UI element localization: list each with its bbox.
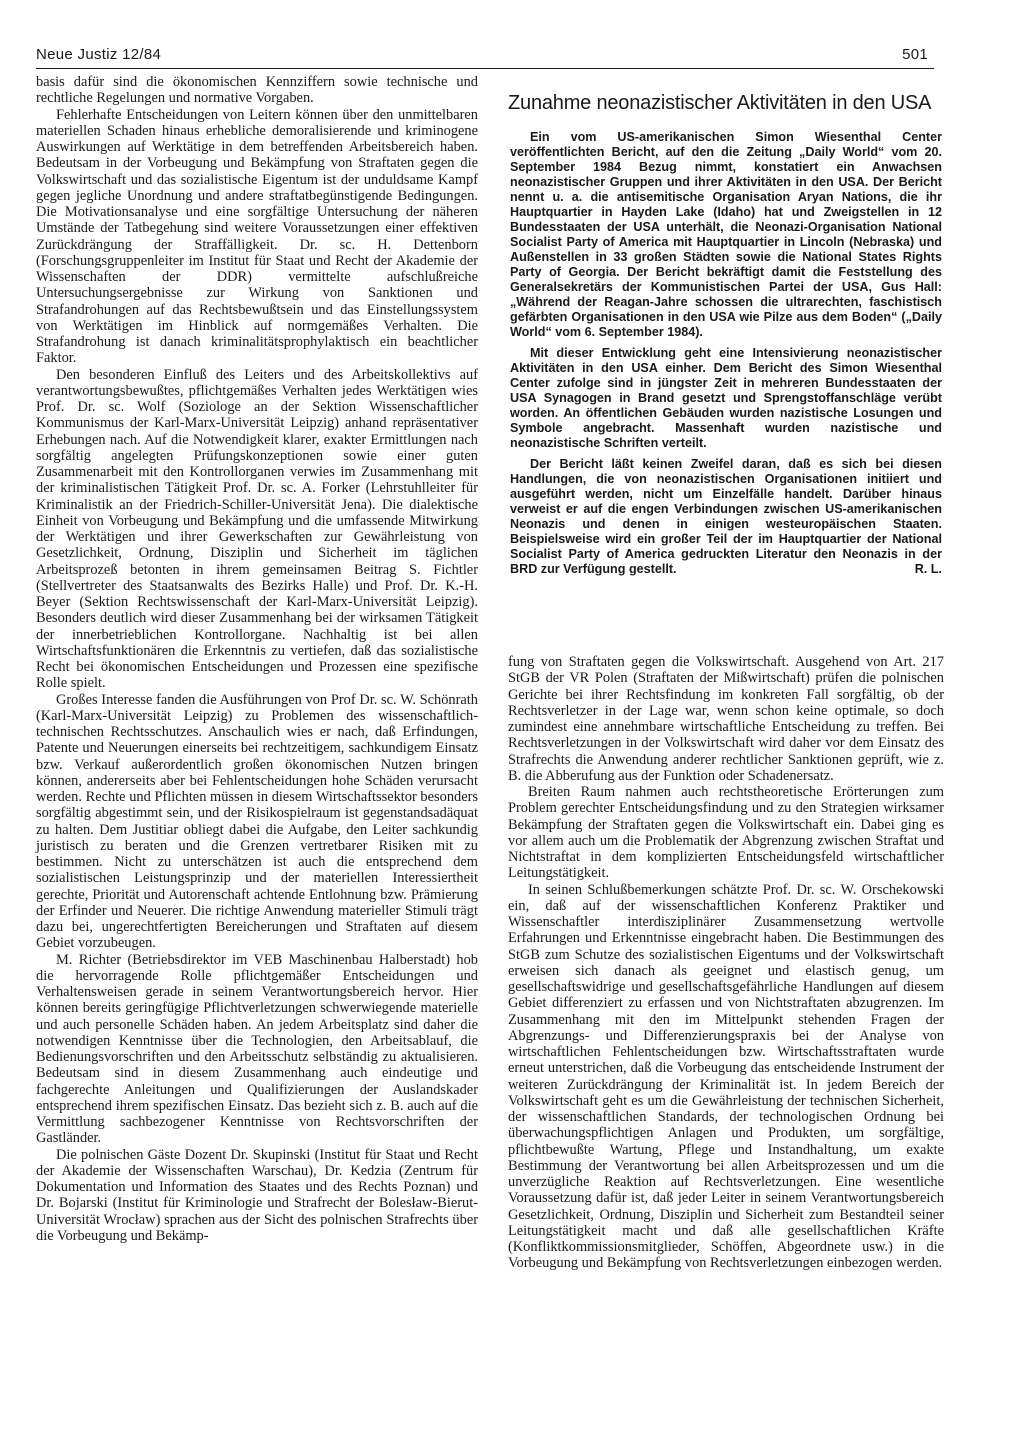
paragraph	[510, 457, 942, 577]
journal-title: Neue Justiz 12/84	[36, 46, 162, 63]
boxed-article-title: Zunahme neonazistischer Aktivitäten in den USA	[508, 92, 932, 114]
boxed-article	[508, 90, 942, 577]
paragraph: Breiten Raum nahmen auch rechtstheoretische Erörterungen zum Problem gerechter Entscheidungsfindung und zu den Strategien wirksamer Bekämpfung der Straftaten gegen die Volkswirtschaft ein. Dabei ging es vor allem auch um die Problematik der Abgrenzung zwischen Straftat und Nichtstraftat in dem komplizierten Entscheidungsfeld wirtschaftlicher Leitungstätigkeit.	[508, 784, 944, 882]
boxed-article-body	[508, 130, 942, 577]
author-signature: R. L.	[914, 562, 942, 576]
paragraph: Großes Interesse fanden die Ausführungen von Prof Dr. sc. W. Schönrath (Karl-Marx-Universität Leipzig) zu Problemen des wissenschaftlich-technischen Rechtsschutzes. Anschaulich wies er nach, daß Erfindungen, Patente und Neuerungen einerseits bei rechtzeitigem, sachkundigem Einsatz bzw. Verkauf außerordentlich großen ökonomischen Nutzen bringen können, andererseits aber bei Fehlentscheidungen hohe Schäden verursacht werden. Rechte und Pflichten müssen in diesem Wirtschaftssektor besonders sorgfältig abgestimmt sein, und der Risikospielraum ist gegenstandsadäquat zu halten. Dem Justitiar obliegt dabei die Aufgabe, den Leiter sachkundig juristisch zu beraten und die Grenzen vertretbarer Risiken mit zu bestimmen. Nicht zu unterschätzen ist auch die entsprechend dem sozialistischen Leistungsprinzip und der materiellen Interessiertheit gerechte, Priorität und Autorenschaft achtende Entlohnung bzw. Prämierung der Erfinder und Neuerer. Die richtige Anwendung materieller Stimuli trägt dazu bei, ungerechtfertigten Bereicherungen und Straftaten auf diesem Gebiet vorzubeugen.	[36, 691, 478, 952]
paragraph: fung von Straftaten gegen die Volkswirtschaft. Ausgehend von Art. 217 StGB der VR Polen (Straftaten der Mißwirtschaft) prüfen die polnischen Gerichte bei ihrer Rechtsfindung im konkreten Fall sorgfältig, ob der Rechtsverletzer in der Lage war, wenn schon keine optimale, so doch zumindest eine annehmbare wirtschaftliche Entscheidung zu treffen. Bei Rechtsverletzungen in der Volkswirtschaft wird daher vor dem Einsatz des Strafrechts die Anwendung anderer rechtlicher Sanktionen geprüft, wie z. B. die Abberufung aus der Funktion oder Schadenersatz.	[508, 654, 944, 784]
left-column	[36, 74, 478, 1244]
paragraph: Den besonderen Einfluß des Leiters und des Arbeitskollektivs auf verantwortungsbewußtes, pflichtgemäßes Verhalten jedes Werktätigen wies Prof. Dr. sc. Wolf (Soziologe an der Sektion Wissenschaftlicher Kommunismus der Karl-Marx-Universität Leipzig) anhand repräsentativer Erhebungen nach. Auf die Notwendigkeit klarer, exakter Ermittlungen nach sorgfältig angelegten Prüfungskonzeptionen sowie einer guten Zusammenarbeit mit den Kontrollorganen verwies im Zusammenhang mit der kriminalistischen Tätigkeit Prof. Dr. sc. A. Forker (Lehrstuhlleiter für Kriminalistik an der Friedrich-Schiller-Universität Jena). Die dialektische Einheit von Vorbeugung und Bekämpfung und die umfassende Mitwirkung der Werktätigen und ihrer Gewerkschaften zur Gewährleistung von Gesetzlichkeit, Ordnung, Disziplin und Sicherheit im täglichen Arbeitsprozeß betonten in ihrem gemeinsamen Beitrag S. Fichtler (Stellvertreter des Staatsanwalts des Bezirks Halle) und Prof. Dr. K.-H. Beyer (Sektion Rechtswissenschaft der Karl-Marx-Universität Leipzig). Besonders deutlich wird dieser Zusammenhang bei der wirksamen Tätigkeit der innerbetrieblichen Kontrollorgane. Nachhaltig ist bei allen Wirtschaftsfunktionären die Erkenntnis zu vertiefen, daß das sozialistische Recht bei ökonomischen Entscheidungen und Prozessen eine spezifische Rolle spielt.	[36, 366, 478, 692]
page-number: 501	[902, 46, 928, 63]
paragraph: Ein vom US-amerikanischen Simon Wiesenthal Center veröffentlichten Bericht, auf den die Zeitung „Daily World“ vom 20. September 1984 Bezug nimmt, konstatiert ein Anwachsen neonazistischer Gruppen und ihrer Aktivitäten in den USA. Der Bericht nennt u. a. die antisemitische Organisation Aryan Nations, die ihr Hauptquartier in Hayden Lake (Idaho) hat und Zweigstellen in 12 Bundesstaaten der USA unterhält, die Neonazi-Organisation National Socialist Party of America mit Hauptquartier in Lincoln (Nebraska) und Außenstellen in 33 großen Städten sowie die National States Rights Party of Georgia. Der Bericht bekräftigt damit die Feststellung des Generalsekretärs der Kommunistischen Partei der USA, Gus Hall: „Während der Reagan-Jahre schossen die ultrarechten, faschistisch gefärbten Organisationen in den USA wie Pilze aus dem Boden“ („Daily World“ vom 6. September 1984).	[510, 130, 942, 339]
paragraph-text: Der Bericht läßt keinen Zweifel daran, daß es sich bei diesen Handlungen, die von neonazistischen Organisationen initiiert und ausgeführt werden, nicht um Einzelfälle handelt. Darüber hinaus verweist er auf die engen Verbindungen zwischen US-amerikanischen Neonazis und denen in einigen westeuropäischen Staaten. Beispielsweise wird ein großer Teil der im Hauptquartier der National Socialist Party of America gedruckten Literatur den Neonazis in der BRD zur Verfügung gestellt.	[510, 457, 942, 576]
header-rule	[36, 68, 934, 69]
paragraph: basis dafür sind die ökonomischen Kennziffern sowie technische und rechtliche Regelungen und normative Vorgaben.	[36, 74, 478, 107]
paragraph: Fehlerhafte Entscheidungen von Leitern können über den unmittelbaren materiellen Schaden hinaus erhebliche demoralisierende und kriminogene Auswirkungen auf Werktätige in dem betreffenden Arbeitsbereich haben. Bedeutsam in der Vorbeugung und Bekämpfung von Straftaten gegen die Volkswirtschaft und das sozialistische Eigentum ist der unduldsame Kampf gegen jegliche Unordnung und andere straftatbegünstigende Bedingungen. Die Motivationsanalyse und eine sorgfältige Untersuchung der näheren Umstände der Tatbegehung sind weitere Voraussetzungen einer effektiven Zurückdrängung der Straffälligkeit. Dr. sc. H. Dettenborn (Forschungsgruppenleiter im Institut für Staat und Recht der Akademie der Wissenschaften der DDR) vermittelte aufschlußreiche Untersuchungsergebnisse zur Wirkung von Sanktionen und Strafandrohungen auf das Rechtsbewußtsein und das Einstellungssystem von Werktätigen im Hinblick auf normgemäßes Verhalten. Die Strafandrohung ist danach kriminalitätsprophylaktisch ein beachtlicher Faktor.	[36, 106, 478, 367]
right-column	[508, 654, 944, 1272]
paragraph: M. Richter (Betriebsdirektor im VEB Maschinenbau Halberstadt) hob die hervorragende Rolle pflichtgemäßer Entscheidungen und Verhaltensweisen gerade in seinem Verantwortungsbereich hervor. Hier können bereits geringfügige Pflichtverletzungen schwerwiegende materielle und auch personelle Schäden haben. An jedem Arbeitsplatz sind daher die notwendigen Kenntnisse über die Technologien, den Arbeitsablauf, die Bedienungsvorschriften und den Arbeitsschutz selbständig zu aktualisieren. Bedeutsam sind in diesem Zusammenhang auch eindeutige und fachgerechte Anleitungen und Qualifizierungen der Auslandskader entsprechend ihrem spezifischen Einsatz. Das bezieht sich z. B. auch auf die Vermittlung sachbezogener Kenntnisse von Rechtsvorschriften der Gastländer.	[36, 951, 478, 1147]
paragraph: Die polnischen Gäste Dozent Dr. Skupinski (Institut für Staat und Recht der Akademie der Wissenschaften Warschau), Dr. Kedzia (Zentrum für Dokumentation und Information des Staates und des Rechts Poznan) und Dr. Bojarski (Institut für Kriminologie und Strafrecht der Bolesław-Bierut-Universität Wrocław) sprachen aus der Sicht des polnischen Strafrechts über die Vorbeugung und Bekämp-	[36, 1146, 478, 1244]
paragraph: In seinen Schlußbemerkungen schätzte Prof. Dr. sc. W. Orschekowski ein, daß auf der wissenschaftlichen Konferenz Praktiker und Wissenschaftler interdisziplinärer Zusammensetzung wertvolle Erfahrungen und Erkenntnisse eingebracht haben. Die Bestimmungen des StGB zum Schutze des sozialistischen Eigentums und der Volkswirtschaft erweisen sich danach als geeignet und elastisch genug, um gesellschaftswidrige und gesellschaftsgefährliche Handlungen auf diesem Gebiet differenziert zu erfassen und von Nichtstraftaten abzugrenzen. Im Zusammenhang mit den im Mittelpunkt stehenden Fragen der Abgrenzungs- und Differenzierungspraxis bei der Analyse von wirtschaftlichen Fehlentscheidungen bzw. Wirtschaftsstraftaten wurde erneut unterstrichen, daß die Vorbeugung das entscheidende Instrument der weiteren Zurückdrängung der Kriminalität ist. In jedem Bereich der Volkswirtschaft geht es um die Gewährleistung der technischen Sicherheit, der wissenschaftlichen Standards, der technologischen Ordnung bei überwachungspflichtigen Anlagen und Produkten, um sorgfältige, pflichtbewußte Wartung, Pflege und Instandhaltung, um exakte Bestimmung der Verantwortung bei allen Arbeitsprozessen und um die unverzügliche Reaktion auf Rechtsverletzungen. Eine wesentliche Voraussetzung dafür ist, daß jeder Leiter in seinem Verantwortungsbereich Gesetzlichkeit, Ordnung, Disziplin und Sicherheit zum Bestandteil seiner Leitungstätigkeit macht und daß alle gesellschaftlichen Kräfte (Konfliktkommissionsmitglieder, Schöffen, Abgeordnete usw.) in die Vorbeugung und Bekämpfung von Rechtsverletzungen einbezogen werden.	[508, 881, 944, 1272]
paragraph: Mit dieser Entwicklung geht eine Intensivierung neonazistischer Aktivitäten in den USA einher. Dem Bericht des Simon Wiesenthal Center zufolge sind in jüngster Zeit in mehreren Bundesstaaten der USA Synagogen in Brand gesetzt und Sprengstoffanschläge verübt worden. An öffentlichen Gebäuden wurden nazistische Losungen und Symbole angebracht. Massenhaft wurden nazistische und neonazistische Schriften verteilt.	[510, 346, 942, 450]
